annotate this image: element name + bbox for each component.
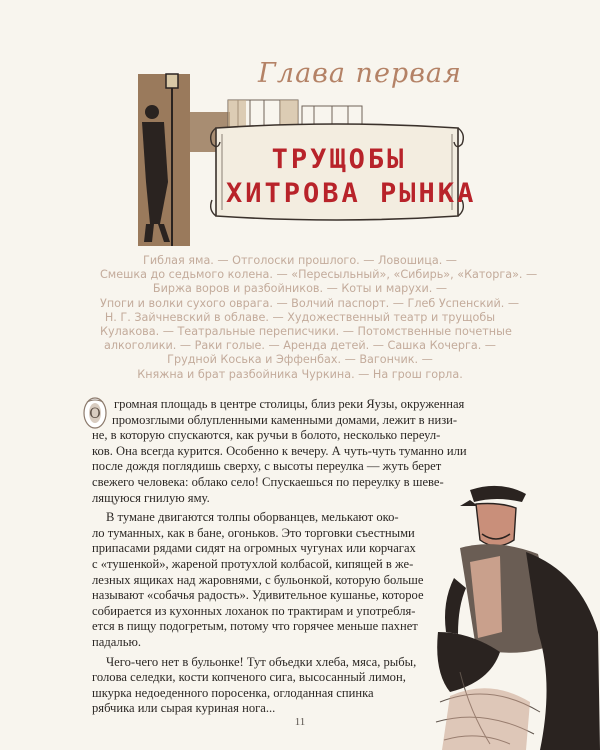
synopsis-line: Упоги и волки сухого оврага. — Волчий паспорт. — Глеб Успенский. — [100,296,520,310]
text-line: лезных ящиках над жаровнями, с бульонкой, которую больше [92,572,424,587]
text-line: ется в пищу подогретым, потому что горячее меньше пахнет [92,619,418,634]
synopsis-line: Смешка до седьмого колена. — «Пересыльный», «Сибирь», «Каторга». — [100,268,538,282]
text-line: лящуюся гнилую яму. [92,490,210,505]
text-line: не, в которую спускаются, как ручьи в болото, несколько переул- [92,428,441,443]
text-line: громная площадь в центре столицы, близ реки Яузы, окруженная [114,397,465,411]
text-line: после дождя поглядишь сверху, с высоты переулка — жуть берет [92,459,442,474]
text-line: с «тушенкой», жареной протухлой колбасой, кипящей в же- [92,556,414,571]
chapter-synopsis [100,254,538,382]
chapter-title-line-1: ТРУЩОБЫ [271,144,407,175]
text-line: шкурка недоеденного поросенка, оглоданная спинка [92,685,374,700]
synopsis-line: Кулакова. — Театральные переписчики. — Потомственные почетные [100,325,512,339]
chapter-title-line-2: ХИТРОВА РЫНКА [226,178,477,209]
text-line: голова селедки, кости копченого сига, высосанный лимон, [92,670,406,685]
text-line: называют «собачья радость». Удивительное кушанье, которое [92,588,424,603]
text-line: собирается из кухонных лоханок по трактирам и употребля- [92,603,416,618]
chapter-label: Глава первая [258,58,462,89]
synopsis-line: алкоголики. — Раки голые. — Аренда детей. — Сашка Кочерга. — [104,339,496,353]
text-line: В тумане двигаются толпы оборванцев, мелькают око- [106,510,399,525]
page-number: 11 [294,716,306,728]
drop-cap-letter: О [89,406,101,422]
synopsis-line: Н. Г. Зайчневский в облаве. — Художественный театр и трущобы [104,310,496,324]
text-line: промозглыми облупленными каменными домами, лежит в низи- [112,412,458,427]
synopsis-line: Гиблая яма. — Отголоски прошлого. — Ловошица. — [143,254,457,267]
text-line: рябчика или сырая куриная нога... [92,701,276,716]
text-line: ло туманных, как в бане, огоньков. Это торговки съестными [92,525,415,540]
synopsis-line: Грудной Коська и Эффенбах. — Вагончик. — [167,353,433,367]
text-line: Чего-чего нет в бульонке! Тут объедки хлеба, мяса, рыбы, [106,654,417,669]
text-line: падалью. [92,634,142,649]
synopsis-line: Княжна и брат разбойника Чуркина. — На грош горла. [137,367,463,381]
text-line: припасами рядами сидят на огромных чугунах или корчагах [92,541,416,556]
text-line: свежего человека: облако село! Спускаешься по переулку в шеве- [92,474,444,489]
illustration-vendor [430,482,600,750]
text-line: ков. Она всегда курится. Особенно к вечеру. А чуть-чуть туманно или [92,443,467,458]
synopsis-line: Биржа воров и разбойников. — Коты и марухи. — [152,282,448,296]
